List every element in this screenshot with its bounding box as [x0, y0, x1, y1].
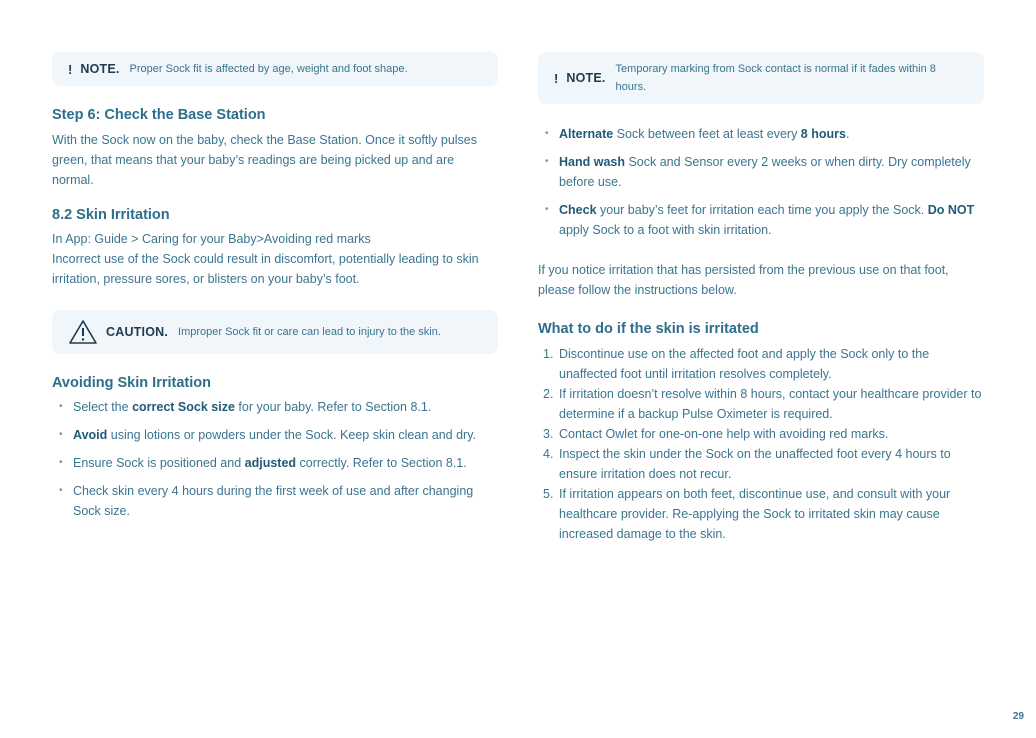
list-item: 2. If irritation doesn’t resolve within 8 hours, contact your healthcare provider to determine if a backup Pulse Oximeter is required.: [543, 387, 982, 421]
avoiding-irritation-list: [52, 397, 498, 521]
step6-heading: Step 6: Check the Base Station: [52, 107, 266, 123]
exclamation-icon: !: [554, 70, 559, 86]
care-bullets: [538, 124, 984, 240]
note-callout-fit: [52, 52, 498, 86]
caution-callout: [52, 310, 498, 354]
avoiding-irritation-heading: Avoiding Skin Irritation: [52, 375, 211, 391]
app-path: In App: Guide > Caring for your Baby>Avoiding red marks: [52, 232, 371, 246]
page-number: 29: [1012, 711, 1024, 722]
what-to-do-heading: What to do if the skin is irritated: [538, 321, 759, 337]
note-callout-marking: [538, 52, 984, 104]
list-item: 4. Inspect the skin under the Sock on the unaffected foot every 4 hours to ensure irritation does not recur.: [543, 447, 951, 481]
caution-text: Improper Sock fit or care can lead to injury to the skin.: [178, 326, 441, 338]
list-item: 5. If irritation appears on both feet, discontinue use, and consult with your healthcare provider. Re-applying the Sock to irritated skin may cause increased damage to the skin.: [543, 487, 951, 541]
list-item: 3. Contact Owlet for one-on-one help with avoiding red marks.: [543, 427, 889, 441]
list-item: • Avoid using lotions or powders under the Sock. Keep skin clean and dry.: [52, 425, 498, 445]
list-item: • Alternate Sock between feet at least every 8 hours.: [538, 124, 984, 144]
note-text: Proper Sock fit is affected by age, weight and foot shape.: [129, 63, 408, 75]
skin-irritation-body: Incorrect use of the Sock could result in discomfort, potentially leading to skin irritation, pressure sores, or blisters on your baby’s foot.: [52, 252, 479, 286]
skin-irritation-heading: 8.2 Skin Irritation: [52, 207, 170, 223]
list-item: 1. Discontinue use on the affected foot and apply the Sock only to the unaffected foot until irritation resolves completely.: [543, 347, 930, 381]
warning-triangle-icon: [68, 319, 98, 345]
list-item: • Hand wash Sock and Sensor every 2 weeks or when dirty. Dry completely before use.: [538, 152, 984, 192]
caution-label: CAUTION.: [106, 325, 169, 339]
list-item: • Check your baby’s feet for irritation each time you apply the Sock. Do NOT apply Sock to a foot with skin irritation.: [538, 200, 984, 240]
list-item: • Ensure Sock is positioned and adjusted correctly. Refer to Section 8.1.: [52, 453, 498, 473]
step6-body: With the Sock now on the baby, check the Base Station. Once it softly pulses green, that means that your baby’s readings are being picked up and are normal.: [52, 133, 477, 187]
left-column: [52, 52, 498, 521]
exclamation-icon: !: [68, 61, 73, 77]
persist-text: If you notice irritation that has persisted from the previous use on that foot, please follow the instructions below.: [538, 263, 949, 297]
note-label: NOTE.: [566, 71, 606, 85]
what-to-do-steps: [538, 344, 984, 544]
list-item: • Select the correct Sock size for your baby. Refer to Section 8.1.: [52, 397, 498, 417]
note-label: NOTE.: [80, 62, 120, 76]
list-item: • Check skin every 4 hours during the first week of use and after changing Sock size.: [52, 481, 498, 521]
right-column: [538, 52, 984, 544]
note-text: Temporary marking from Sock contact is normal if it fades within 8 hours.: [615, 63, 936, 93]
